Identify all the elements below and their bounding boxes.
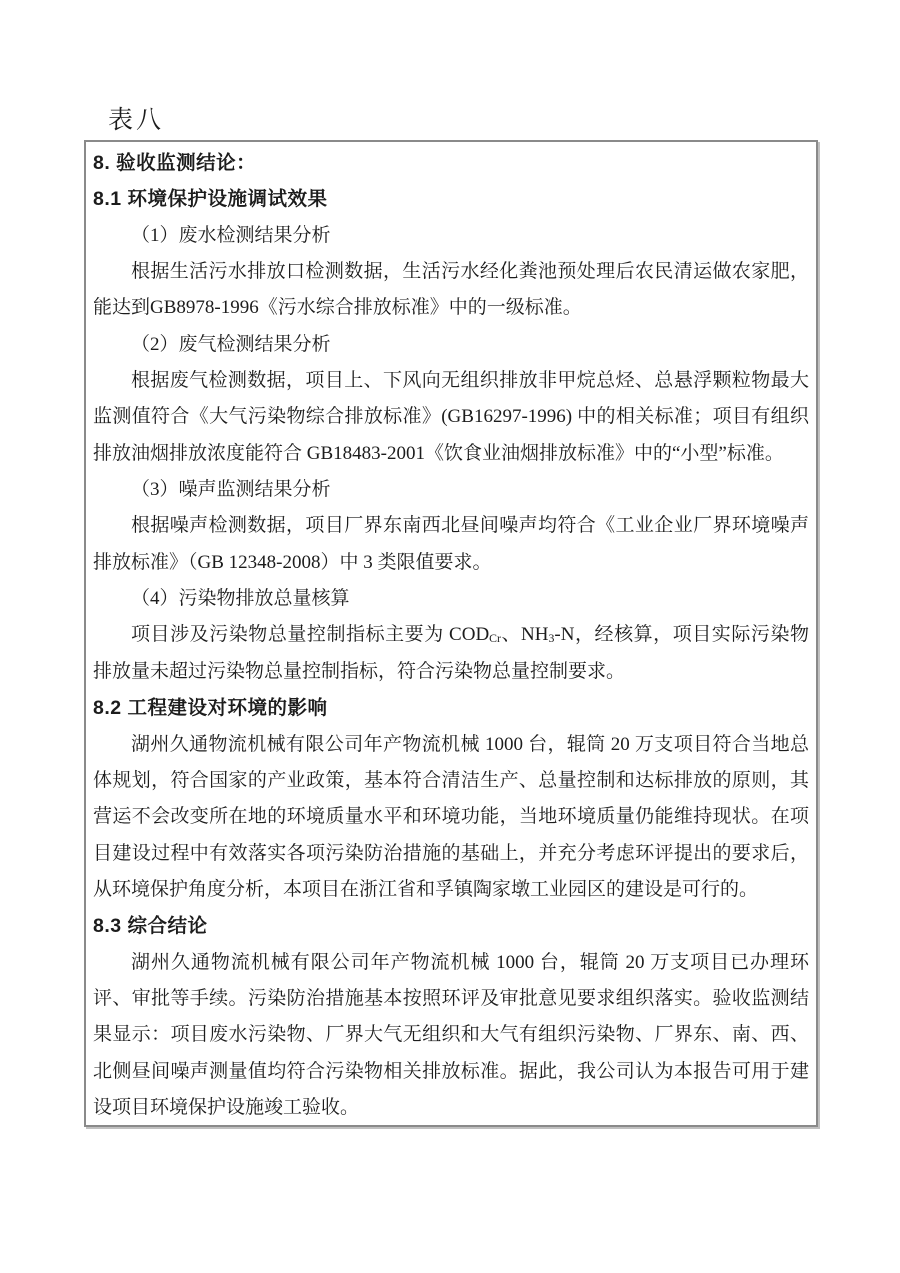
total-load-text-segment: 、NH <box>500 624 549 646</box>
section-8-1-title: 8.1 环境保护设施调试效果 <box>93 188 328 211</box>
cod-cr-subscript: Cr <box>489 632 501 646</box>
item-3-noise-title: （3）噪声监测结果分析 <box>131 479 331 501</box>
item-1-wastewater-body: 根据生活污水排放口检测数据，生活污水经化粪池预处理后农民清运做农家肥，能达到GB8978-1996《污水综合排放标准》中的一级标准。 <box>93 261 809 319</box>
total-load-text-segment: 项目涉及污染物总量控制指标主要为 COD <box>131 624 490 646</box>
item-3-noise-body: 根据噪声检测数据，项目厂界东南西北昼间噪声均符合《工业企业厂界环境噪声排放标准》（GB 12348-2008）中 3 类限值要求。 <box>93 515 809 573</box>
section-8-2-body: 湖州久通物流机械有限公司年产物流机械 1000 台，辊筒 20 万支项目符合当地总体规划，符合国家的产业政策，基本符合清洁生产、总量控制和达标排放的原则，其营运不会改变所在地的环境质量水平和环境功能，当地环境质量仍能维持现状。在项目建设过程中有效落实各项污染防治措施的基础上，并充分考虑环评提出的要求后，从环境保护角度分析，本项目在浙江省和孚镇陶家墩工业园区的建设是可行的。 <box>93 733 809 900</box>
item-2-exhaust-body: 根据废气检测数据，项目上、下风向无组织排放非甲烷总烃、总悬浮颗粒物最大监测值符合《大气污染物综合排放标准》(GB16297-1996) 中的相关标准；项目有组织排放油烟排放浓度能符合 GB18483-2001《饮食业油烟排放标准》中的“小型”标准。 <box>93 370 809 464</box>
item-1-wastewater-title: （1）废水检测结果分析 <box>131 224 331 246</box>
conclusion-heading: 8. 验收监测结论： <box>93 152 257 174</box>
item-4-total-load-title: （4）污染物排放总量核算 <box>131 588 350 610</box>
section-8-2-title: 8.2 工程建设对环境的影响 <box>93 697 328 720</box>
report-table-frame <box>84 140 818 1127</box>
item-2-exhaust-title: （2）废气检测结果分析 <box>131 333 331 355</box>
section-8-3-body: 湖州久通物流机械有限公司年产物流机械 1000 台，辊筒 20 万支项目已办理环评、审批等手续。污染防治措施基本按照环评及审批意见要求组织落实。验收监测结果显示：项目废水污染物、厂界大气无组织和大气有组织污染物、厂界东、南、西、北侧昼间噪声测量值均符合污染物相关排放标准。据此，我公司认为本报告可用于建设项目环境保护设施竣工验收。 <box>93 951 809 1118</box>
section-8-3-title: 8.3 综合结论 <box>93 915 208 938</box>
total-load-text-segment: -N，经核算，项目实际污染物排放量未超过污染物总量控制指标，符合污染物总量控制要求。 <box>93 624 809 682</box>
table-label: 表八 <box>108 107 165 134</box>
nh3-subscript: 3 <box>548 632 555 646</box>
item-4-total-load-body <box>93 617 809 690</box>
